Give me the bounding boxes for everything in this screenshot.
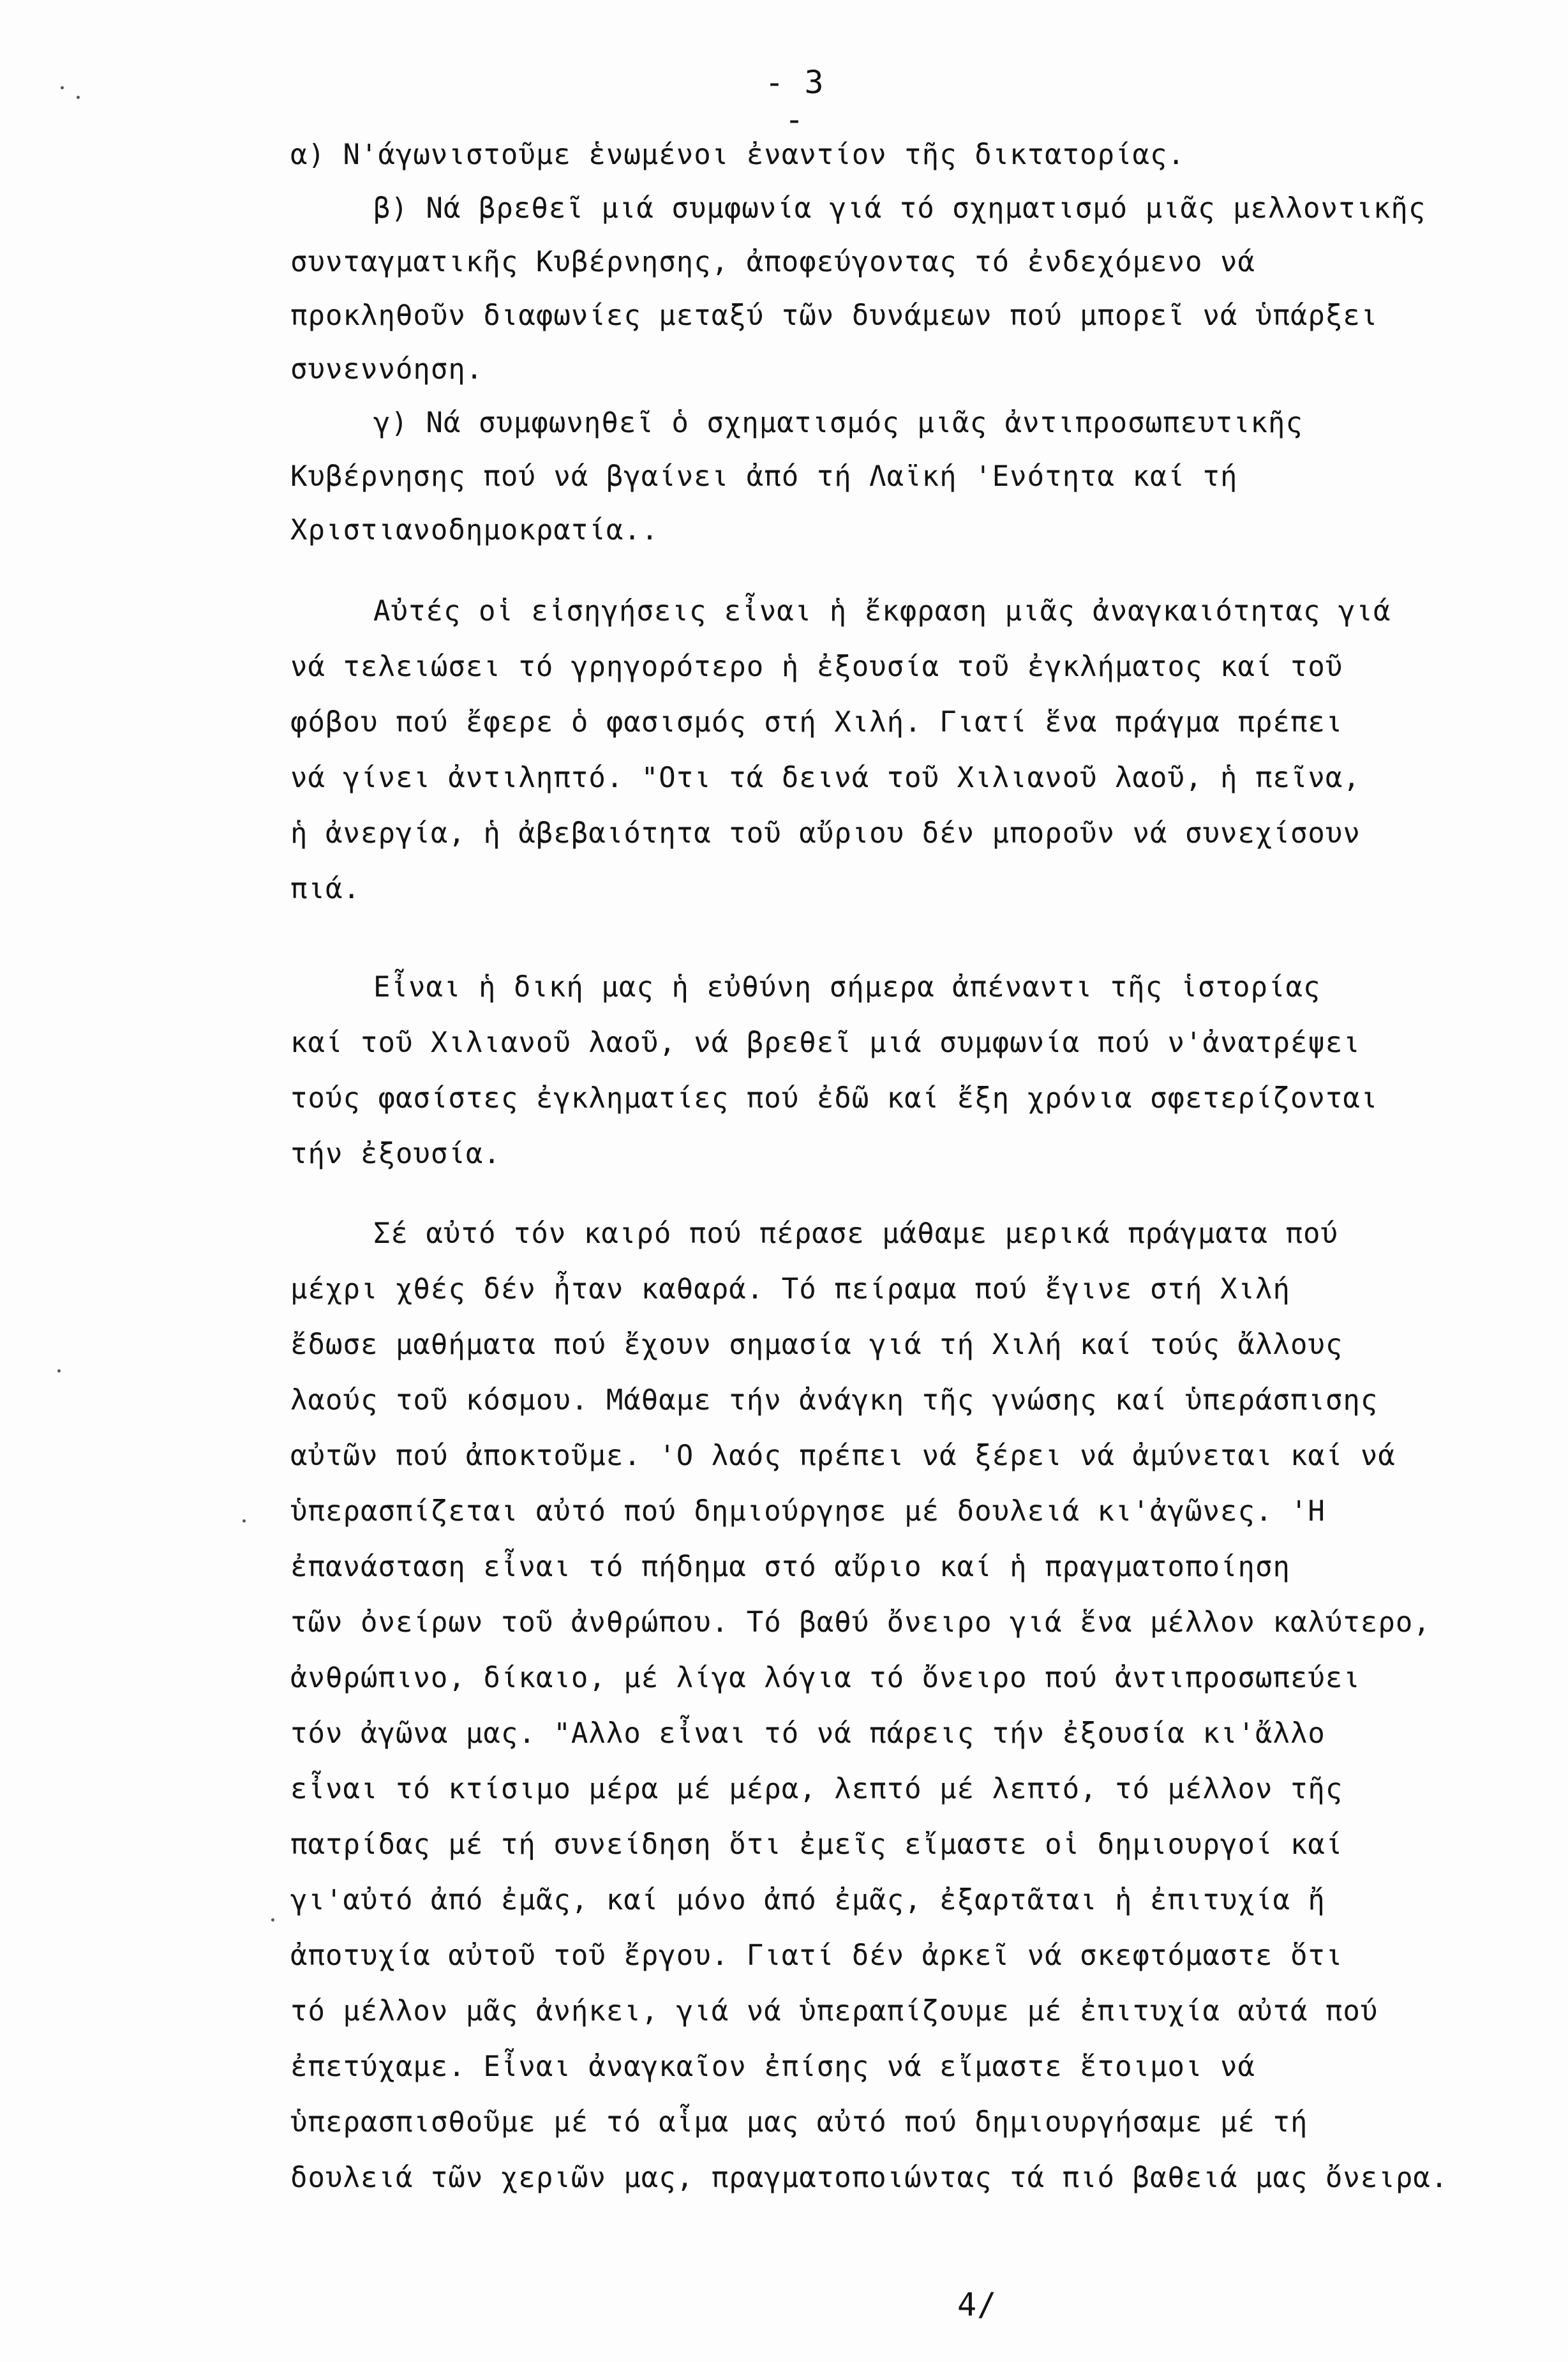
text-line: Σέ αὐτό τόν καιρό πού πέρασε μάθαμε μερικά πράγματα πού <box>373 1217 1338 1250</box>
text-line: τήν ἐξουσία. <box>290 1138 501 1170</box>
text-line: ἔδωσε μαθήματα πού ἔχουν σημασία γιά τή Χιλή καί τούς ἄλλους <box>290 1328 1343 1361</box>
text-line: φόβου πού ἔφερε ὁ φασισμός στή Χιλή. Γιατί ἕνα πράγμα πρέπει <box>290 706 1343 739</box>
text-line: γ) Νά συμφωνηθεῖ ὁ σχηματισμός μιᾶς ἀντιπροσωπευτικῆς <box>373 407 1303 439</box>
text-line: ἡ ἀνεργία, ἡ ἀβεβαιότητα τοῦ αὔριου δέν μποροῦν νά συνεχίσουν <box>290 817 1361 850</box>
text-line: Κυβέρνησης πού νά βγαίνει ἀπό τή Λαϊκή 'Ενότητα καί τή <box>290 460 1238 493</box>
continuation-marker: 4/ <box>957 2286 997 2323</box>
text-line: συνεννόηση. <box>290 353 484 386</box>
scan-speck <box>243 1519 246 1523</box>
page-number: - 3 - <box>765 64 825 138</box>
text-line: τούς φασίστες ἐγκληματίες πού ἐδῶ καί ἔξη χρόνια σφετερίζονται <box>290 1082 1378 1115</box>
text-line: τῶν ὀνείρων τοῦ ἀνθρώπου. Τό βαθύ ὄνειρο γιά ἕνα μέλλον καλύτερο, <box>290 1606 1431 1639</box>
text-line: α) Ν'άγωνιστοῦμε ἑνωμένοι ἐναντίον τῆς δικτατορίας. <box>290 139 1186 171</box>
text-line: ἐπανάσταση εἶναι τό πήδημα στό αὔριο καί ἡ πραγματοποίηση <box>290 1551 1290 1583</box>
text-line: Αὐτές οἱ εἰσηγήσεις εἶναι ἡ ἔκφραση μιᾶς ἀναγκαιότητας γιά <box>373 595 1391 628</box>
text-line: καί τοῦ Χιλιανοῦ λαοῦ, νά βρεθεῖ μιά συμφωνία πού ν'ἀνατρέψει <box>290 1027 1361 1059</box>
scan-speck <box>57 1369 61 1373</box>
text-line: εἶναι τό κτίσιμο μέρα μέ μέρα, λεπτό μέ λεπτό, τό μέλλον τῆς <box>290 1773 1343 1805</box>
scan-speck <box>271 1918 274 1922</box>
text-line: πατρίδας μέ τή συνείδηση ὅτι ἐμεῖς εἴμαστε οἱ δημιουργοί καί <box>290 1828 1343 1861</box>
text-line: Εἶναι ἡ δική μας ἡ εὐθύνη σήμερα ἀπέναντι τῆς ἱστορίας <box>373 971 1321 1004</box>
text-line: β) Νά βρεθεῖ μιά συμφωνία γιά τό σχηματισμό μιᾶς μελλοντικῆς <box>373 192 1426 225</box>
text-line: τό μέλλον μᾶς ἀνήκει, γιά νά ὑπεραπίζουμε μέ ἐπιτυχία αὐτά πού <box>290 1995 1378 2027</box>
text-line: ἐπετύχαμε. Εἶναι ἀναγκαῖον ἐπίσης νά εἴμαστε ἕτοιμοι νά <box>290 2050 1255 2083</box>
text-line: τόν ἀγῶνα μας. "Αλλο εἶναι τό νά πάρεις τήν ἐξουσία κι'ἄλλο <box>290 1717 1325 1750</box>
text-line: συνταγματικῆς Κυβέρνησης, ἀποφεύγοντας τό ἐνδεχόμενο νά <box>290 246 1255 278</box>
text-line: νά γίνει ἀντιληπτό. "Οτι τά δεινά τοῦ Χιλιανοῦ λαοῦ, ἡ πεῖνα, <box>290 762 1361 794</box>
scan-speck <box>61 86 64 89</box>
text-line: ἀποτυχία αὐτοῦ τοῦ ἔργου. Γιατί δέν ἀρκεῖ νά σκεφτόμαστε ὅτι <box>290 1939 1343 1972</box>
text-line: ἀνθρώπινο, δίκαιο, μέ λίγα λόγια τό ὄνειρο πού ἀντιπροσωπεύει <box>290 1662 1361 1694</box>
text-line: δουλειά τῶν χεριῶν μας, πραγματοποιώντας τά πιό βαθειά μας ὄνειρα. <box>290 2162 1449 2194</box>
text-line: γι'αὐτό ἀπό ἐμᾶς, καί μόνο ἀπό ἐμᾶς, ἐξαρτᾶται ἡ ἐπιτυχία ἤ <box>290 1884 1325 1916</box>
text-line: μέχρι χθές δέν ἦταν καθαρά. Τό πείραμα πού ἔγινε στή Χιλή <box>290 1273 1290 1305</box>
text-line: λαούς τοῦ κόσμου. Μάθαμε τήν ἀνάγκη τῆς γνώσης καί ὑπεράσπισης <box>290 1384 1378 1417</box>
text-line: προκληθοῦν διαφωνίες μεταξύ τῶν δυνάμεων πού μπορεῖ νά ὑπάρξει <box>290 299 1378 332</box>
text-line: Χριστιανοδημοκρατία.. <box>290 514 659 546</box>
text-line: νά τελειώσει τό γρηγορότερο ἡ ἐξουσία τοῦ ἐγκλήματος καί τοῦ <box>290 651 1343 683</box>
text-line: αὐτῶν πού ἀποκτοῦμε. 'Ο λαός πρέπει νά ξέρει νά ἀμύνεται καί νά <box>290 1440 1396 1472</box>
text-line: ὑπερασπίζεται αὐτό πού δημιούργησε μέ δουλειά κι'ἀγῶνες. 'Η <box>290 1495 1325 1528</box>
scan-speck <box>77 96 80 99</box>
text-line: ὑπερασπισθοῦμε μέ τό αἷμα μας αὐτό πού δημιουργήσαμε μέ τή <box>290 2106 1308 2139</box>
text-line: πιά. <box>290 873 361 905</box>
